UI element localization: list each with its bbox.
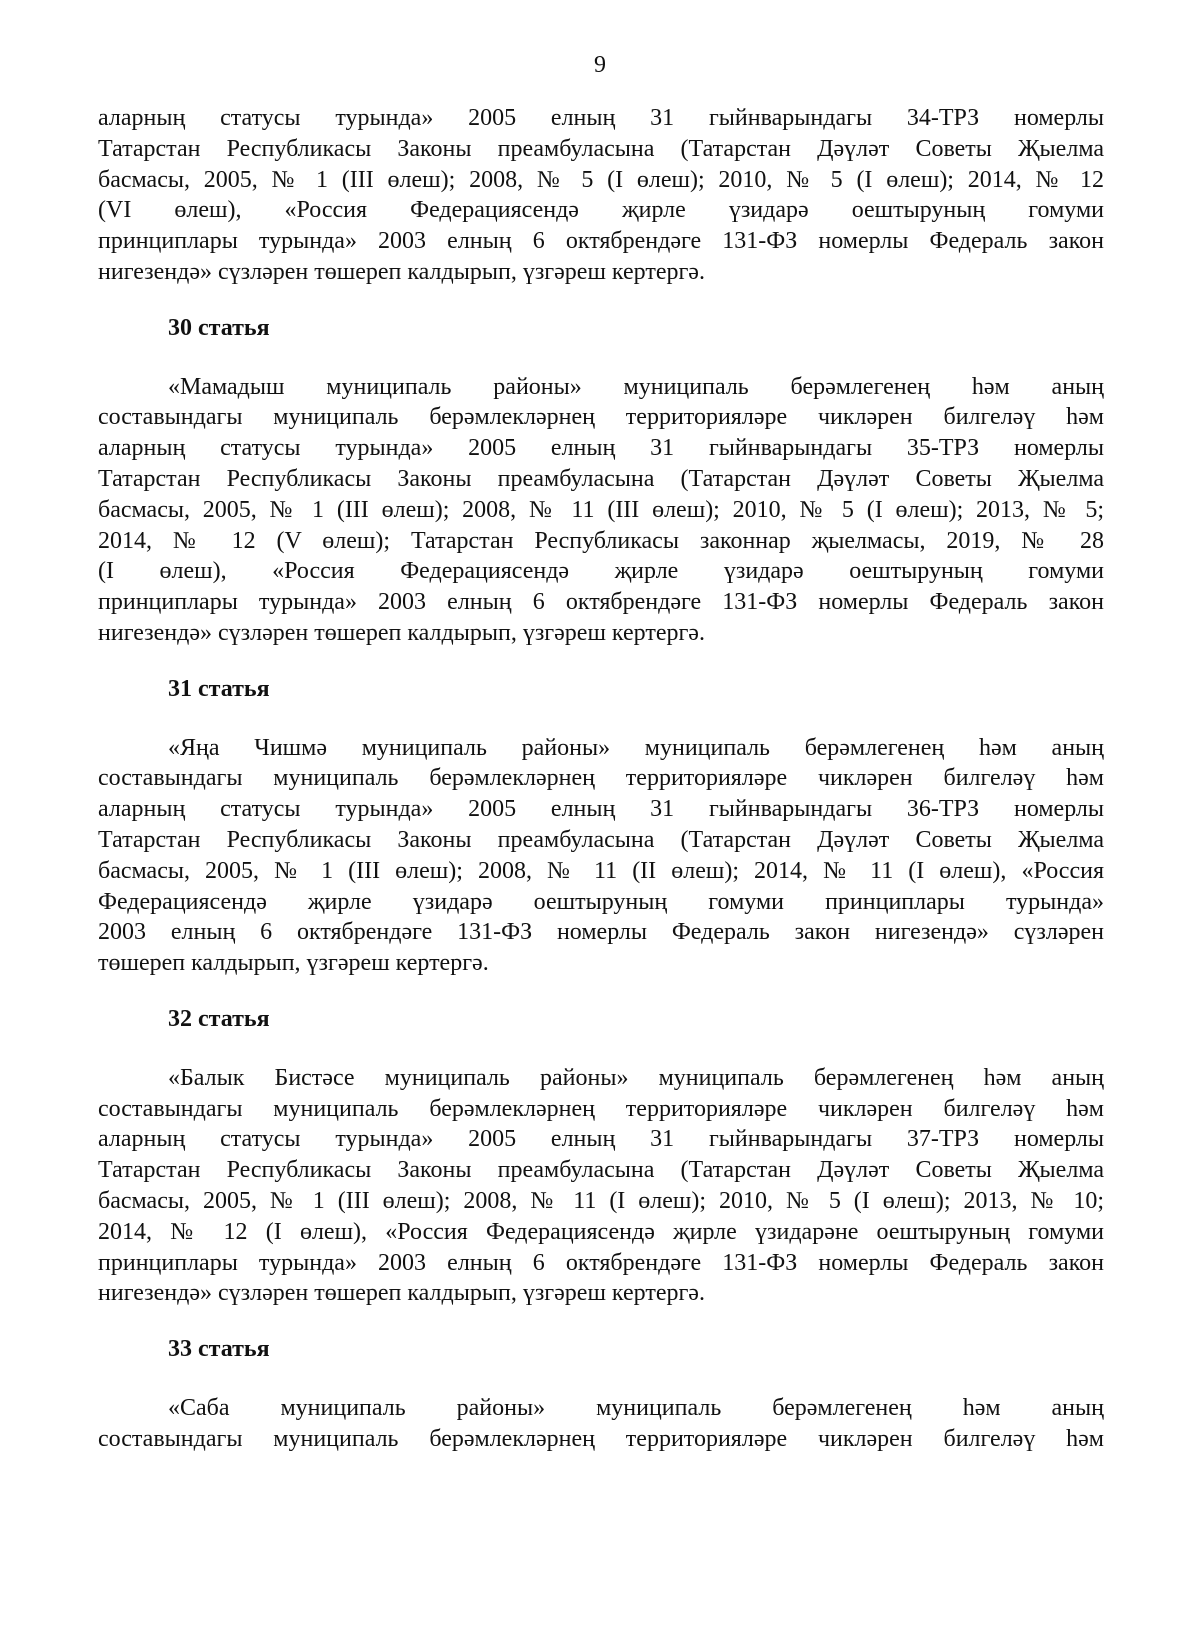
text-line: аларның статусы турында» 2005 елның 31 гыйнварындагы 36-ТРЗ номерлы — [98, 796, 1104, 823]
text-line: «Яңа Чишмә муниципаль районы» муниципаль берәмлегенең һәм аның — [168, 734, 1104, 761]
text-line: «Саба муниципаль районы» муниципаль берәмлегенең һәм аның — [168, 1394, 1104, 1421]
text-line: Татарстан Республикасы Законы преамбуласына (Татарстан Дәүләт Советы Җыелма — [98, 1157, 1104, 1184]
text-line: Татарстан Республикасы Законы преамбуласына (Татарстан Дәүләт Советы Җыелма — [98, 135, 1104, 162]
text-line: 2003 елның 6 октябрендәге 131-ФЗ номерлы Федераль закон нигезендә» сүзләрен — [98, 919, 1104, 946]
article-paragraph — [98, 372, 1104, 649]
text-line: (VI өлеш), «Россия Федерациясендә җирле үзидарә оештыруның гомуми — [98, 197, 1104, 224]
article-paragraph — [98, 1063, 1104, 1309]
text-line: басмасы, 2005, № 1 (III өлеш); 2008, № 11 (III өлеш); 2010, № 5 (I өлеш); 2013, № 5; — [98, 496, 1104, 523]
text-line: составындагы муниципаль берәмлекләрнең территорияләре чикләрен билгеләү һәм — [98, 1425, 1104, 1452]
article-paragraph — [98, 733, 1104, 979]
text-line: составындагы муниципаль берәмлекләрнең территорияләре чикләрен билгеләү һәм — [98, 765, 1104, 792]
text-line: нигезендә» сүзләрен төшереп калдырып, үзгәреш кертергә. — [98, 258, 705, 285]
text-line: 2014, № 12 (I өлеш), «Россия Федерациясендә җирле үзидарәне оештыруның гомуми — [98, 1218, 1104, 1245]
article-heading: 32 статья — [168, 1005, 270, 1032]
intro-paragraph — [98, 103, 1104, 288]
article-heading: 30 статья — [168, 314, 270, 341]
text-line: Татарстан Республикасы Законы преамбуласына (Татарстан Дәүләт Советы Җыелма — [98, 826, 1104, 853]
text-line: Федерациясендә җирле үзидарә оештыруның гомуми принциплары турында» — [98, 888, 1104, 915]
text-line: составындагы муниципаль берәмлекләрнең территорияләре чикләрен билгеләү һәм — [98, 1095, 1104, 1122]
text-line: «Балык Бистәсе муниципаль районы» муниципаль берәмлегенең һәм аның — [168, 1064, 1104, 1091]
text-line: составындагы муниципаль берәмлекләрнең территорияләре чикләрен билгеләү һәм — [98, 404, 1104, 431]
text-line: басмасы, 2005, № 1 (III өлеш); 2008, № 11 (I өлеш); 2010, № 5 (I өлеш); 2013, № 10; — [98, 1187, 1104, 1214]
text-line: басмасы, 2005, № 1 (III өлеш); 2008, № 11 (II өлеш); 2014, № 11 (I өлеш), «Россия — [98, 857, 1104, 884]
article-heading: 31 статья — [168, 675, 270, 702]
text-line: аларның статусы турында» 2005 елның 31 гыйнварындагы 37-ТРЗ номерлы — [98, 1126, 1104, 1153]
document-body — [98, 103, 1104, 1454]
text-line: принциплары турында» 2003 елның 6 октябрендәге 131-ФЗ номерлы Федераль закон — [98, 589, 1104, 616]
text-line: (I өлеш), «Россия Федерациясендә җирле үзидарә оештыруның гомуми — [98, 558, 1104, 585]
text-line: аларның статусы турында» 2005 елның 31 гыйнварындагы 35-ТРЗ номерлы — [98, 435, 1104, 462]
article-heading: 33 статья — [168, 1336, 270, 1363]
article-paragraph — [98, 1393, 1104, 1455]
text-line: принциплары турында» 2003 елның 6 октябрендәге 131-ФЗ номерлы Федераль закон — [98, 1249, 1104, 1276]
text-line: Татарстан Республикасы Законы преамбуласына (Татарстан Дәүләт Советы Җыелма — [98, 465, 1104, 492]
text-line: «Мамадыш муниципаль районы» муниципаль берәмлегенең һәм аның — [168, 373, 1104, 400]
text-line: принциплары турында» 2003 елның 6 октябрендәге 131-ФЗ номерлы Федераль закон — [98, 228, 1104, 255]
text-line: төшереп калдырып, үзгәреш кертергә. — [98, 950, 489, 977]
text-line: нигезендә» сүзләрен төшереп калдырып, үзгәреш кертергә. — [98, 1280, 705, 1307]
text-line: нигезендә» сүзләрен төшереп калдырып, үзгәреш кертергә. — [98, 619, 705, 646]
text-line: 2014, № 12 (V өлеш); Татарстан Республикасы законнар җыелмасы, 2019, № 28 — [98, 527, 1104, 554]
text-line: аларның статусы турында» 2005 елның 31 гыйнварындагы 34-ТРЗ номерлы — [98, 105, 1104, 131]
page-number: 9 — [594, 52, 606, 78]
text-line: басмасы, 2005, № 1 (III өлеш); 2008, № 5 (I өлеш); 2010, № 5 (I өлеш); 2014, № 12 — [98, 166, 1104, 193]
